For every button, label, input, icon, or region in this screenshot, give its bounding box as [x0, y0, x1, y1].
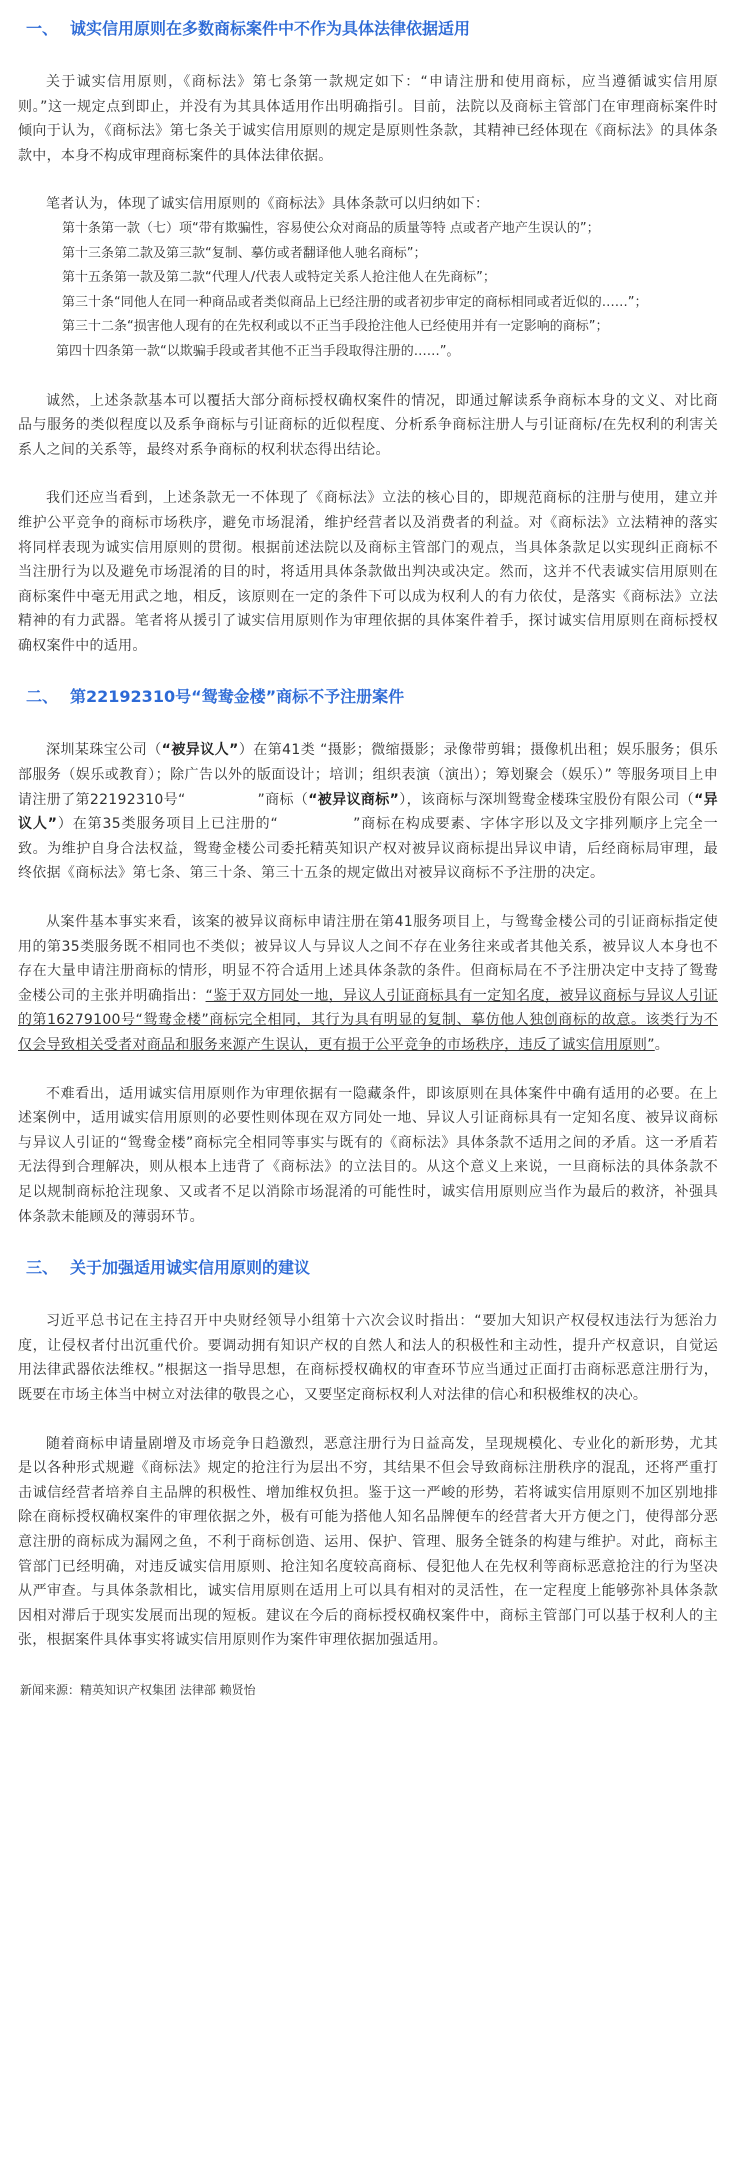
list-item: 第三十二条“损害他人现有的在先权利或以不正当手段抢注他人已经使用并有一定影响的商标”； [62, 319, 609, 335]
section-1-para-2: 笔者认为，体现了诚实信用原则的《商标法》具体条款可以归纳如下： [46, 196, 490, 213]
clause-list [18, 217, 718, 365]
section-2-para-1: 深圳某珠宝公司（“被异议人”）在第41类 “摄影；微缩摄影；录像带剪辑；摄像机出租；娱乐服务；俱乐部服务（娱乐或教育）；除广告以外的版面设计；培训；组织表演（演出）；筹划聚会（娱乐）” 等服务项目上申请注册了第22192310号“ ”商标（“被异议商标”），该商标与深圳鸳鸯金楼珠宝股份有限公司（“异议人”）在第35类服务项目上已注册的“ ”商标在构成要素、字体字形以及文字排列顺序上完全一致。为维护自身合法权益，鸳鸯金楼公司委托精英知识产权对被异议商标提出异议申请，后经商标局审理，最终依据《商标法》第七条、第三十条、第三十五条的规定做出对被异议商标不予注册的决定。 [18, 742, 719, 882]
section-3-para-1: 习近平总书记在主持召开中央财经领导小组第十六次会议时指出：“要加大知识产权侵权违法行为惩治力度，让侵权者付出沉重代价。要调动拥有知识产权的自然人和法人的积极性和主动性，提升产权意识，自觉运用法律武器依法维权。”根据这一指导思想，在商标授权确权的审查环节应当通过正面打击商标恶意注册行为，既要在市场主体当中树立对法律的敬畏之心，又要坚定商标权利人对法律的信心和积极维权的决心。 [18, 1313, 718, 1403]
section-2-para-2: 从案件基本事实来看，该案的被异议商标申请注册在第41服务项目上，与鸳鸯金楼公司的引证商标指定使用的第35类服务既不相同也不类似；被异议人与异议人之间不存在业务往来或者其他关系，被异议人本身也不存在大量申请注册商标的情形，明显不符合适用上述具体条款的条件。但商标局在不予注册决定中支持了鸳鸯金楼公司的主张并明确指出：“鉴于双方同处一地，异议人引证商标具有一定知名度，被异议商标与异议人引证的第16279100号“鸳鸯金楼”商标完全相同，其行为具有明显的复制、摹仿他人独创商标的故意。该类行为不仅会导致相关受者对商品和服务来源产生误认，更有损于公平竞争的市场秩序，违反了诚实信用原则”。 [18, 914, 718, 1053]
list-item: 第四十四条第一款“以欺骗手段或者其他不正当手段取得注册的……”。 [56, 343, 460, 359]
section-1-para-3: 诚然，上述条款基本可以覆括大部分商标授权确权案件的情况，即通过解读系争商标本身的文义、对比商品与服务的类似程度以及系争商标与引证商标的近似程度、分析系争商标注册人与引证商标/在先权利的利害关系人之间的关系等，最终对系争商标的权利状态得出结论。 [18, 392, 718, 458]
list-item: 第三十条“同他人在同一种商品或者类似商品上已经注册的或者初步审定的商标相同或者近似的……”； [62, 294, 648, 310]
section-1-heading: 一、 诚实信用原则在多数商标案件中不作为具体法律依据适用 [26, 19, 471, 38]
news-source: 新闻来源：精英知识产权集团 法律部 赖贤怡 [20, 1682, 256, 1697]
section-2-heading: 二、 第22192310号“鸳鸯金楼”商标不予注册案件 [26, 687, 405, 707]
quoted-decision: “鉴于双方同处一地，异议人引证商标具有一定知名度，被异议商标与异议人引证的第16279100号“鸳鸯金楼”商标完全相同，其行为具有明显的复制、摹仿他人独创商标的故意。该类行为不仅会导致相关受者对商品和服务来源产生误认，更有损于公平竞争的市场秩序，违反了诚实信用原则” [18, 987, 718, 1053]
section-1-para-1: 关于诚实信用原则，《商标法》第七条第一款规定如下：“申请注册和使用商标，应当遵循诚实信用原则。”这一规定点到即止，并没有为其具体适用作出明确指引。目前，法院以及商标主管部门在审理商标案件时倾向于认为，《商标法》第七条关于诚实信用原则的规定是原则性条款，其精神已经体现在《商标法》的具体条款中，本身不构成审理商标案件的具体法律依据。 [18, 74, 718, 164]
list-item: 第十五条第一款及第二款“代理人/代表人或特定关系人抢注他人在先商标”； [62, 270, 496, 286]
list-item: 第十条第一款（七）项“带有欺骗性，容易使公众对商品的质量等特 点或者产地产生误认的”； [62, 220, 600, 236]
section-3-heading: 三、 关于加强适用诚实信用原则的建议 [26, 1258, 311, 1278]
section-3-para-2: 随着商标申请量剧增及市场竞争日趋激烈，恶意注册行为日益高发，呈现规模化、专业化的新形势，尤其是以各种形式规避《商标法》规定的抢注行为层出不穷，其结果不但会导致商标注册秩序的混乱，还将严重打击诚信经营者培养自主品牌的积极性、增加维权负担。鉴于这一严峻的形势，若将诚实信用原则不加区别地排除在商标授权确权案件的审理依据之外，极有可能为搭他人知名品牌便车的经营者大开方便之门，使得部分恶意注册的商标成为漏网之鱼，不利于商标创造、运用、保护、管理、服务全链条的构建与维护。对此，商标主管部门已经明确，对违反诚实信用原则、抢注知名度较高商标、侵犯他人在先权利等商标恶意抢注的行为坚决从严审查。与具体条款相比，诚实信用原则在适用上可以具有相对的灵活性，在一定程度上能够弥补具体条款因相对滞后于现实发展而出现的短板。建议在今后的商标授权确权案件中，商标主管部门可以基于权利人的主张，根据案件具体事实将诚实信用原则作为案件审理依据加强适用。 [18, 1435, 718, 1649]
section-2-para-3: 不难看出，适用诚实信用原则作为审理依据有一隐藏条件，即该原则在具体案件中确有适用的必要。在上述案例中，适用诚实信用原则的必要性则体现在双方同处一地、异议人引证商标具有一定知名度、被异议商标与异议人引证的“鸳鸯金楼”商标完全相同等事实与既有的《商标法》具体条款不适用之间的矛盾。这一矛盾若无法得到合理解决，则从根本上违背了《商标法》的立法目的。从这个意义上来说，一旦商标法的具体条款不足以规制商标抢注现象、又或者不足以消除市场混淆的可能性时，诚实信用原则应当作为最后的救济，补强具体条款未能顾及的薄弱环节。 [18, 1085, 718, 1225]
section-1-para-4: 我们还应当看到，上述条款无一不体现了《商标法》立法的核心目的，即规范商标的注册与使用，建立并维护公平竞争的商标市场秩序，避免市场混淆，维护经营者以及消费者的利益。对《商标法》立法精神的落实将同样表现为诚实信用原则的贯彻。根据前述法院以及商标主管部门的观点，当具体条款足以实现纠正商标不当注册行为以及避免市场混淆的目的时，将适用具体条款做出判决或决定。然而，这并不代表诚实信用原则在商标案件中毫无用武之地，相反，该原则在一定的条件下可以成为权利人的有力依仗，是落实《商标法》立法精神的有力武器。笔者将从援引了诚实信用原则作为审理依据的具体案件着手，探讨诚实信用原则在商标授权确权案件中的适用。 [18, 490, 718, 654]
list-item: 第十三条第二款及第三款“复制、摹仿或者翻译他人驰名商标”； [62, 245, 427, 261]
